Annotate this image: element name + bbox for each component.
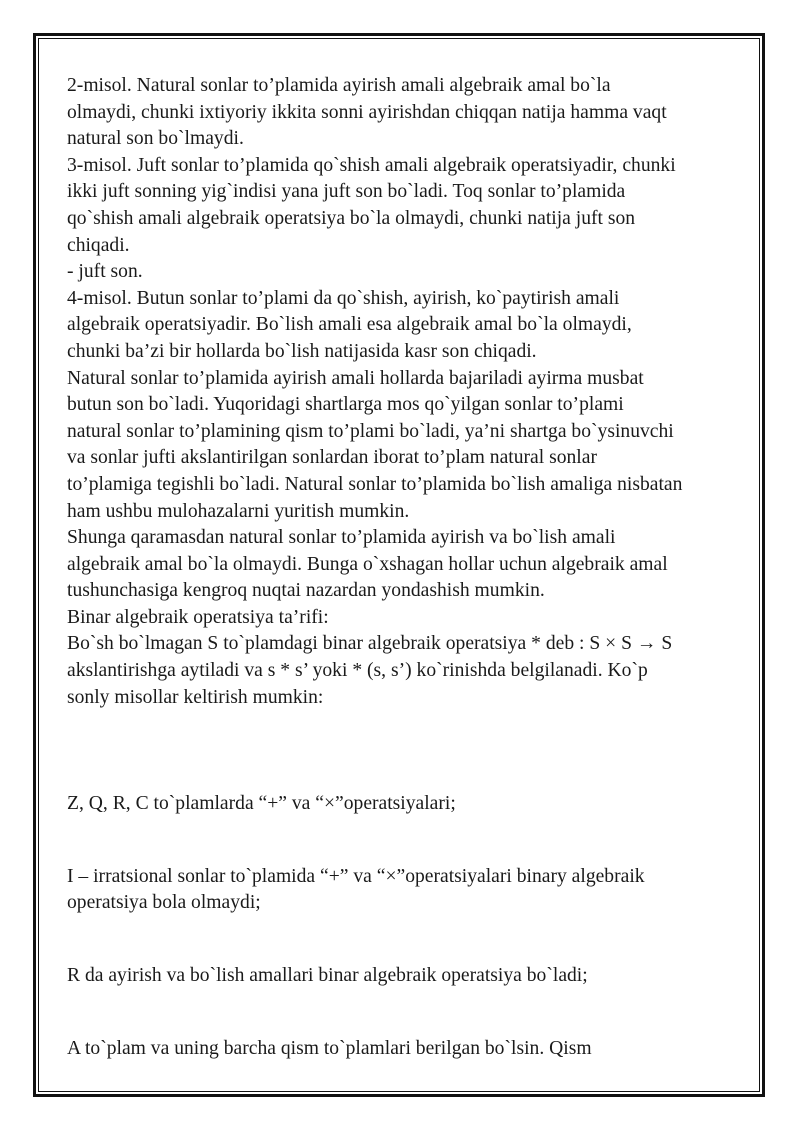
text-line: 2-misol. Natural sonlar to’plamida ayirish amali algebraik amal bo`la bbox=[67, 75, 611, 96]
text-line: sonly misollar keltirish mumkin: bbox=[67, 686, 324, 708]
example-line: Z, Q, R, C to`plamlarda “+” va “×”operatsiyalari; bbox=[67, 793, 456, 815]
text-line: ham ushbu mulohazalarni yuritish mumkin. bbox=[67, 500, 410, 522]
text-line: - juft son. bbox=[67, 261, 143, 283]
text-line: algebraik amal bo`la olmaydi. Bunga o`xshagan hollar uchun algebraik amal bbox=[67, 553, 668, 575]
text-line: qo`shish amali algebraik operatsiya bo`la olmaydi, chunki natija juft son bbox=[67, 207, 636, 229]
text-line: to’plamiga tegishli bo`ladi. Natural sonlar to’plamida bo`lish amaliga nisbatan bbox=[67, 473, 683, 495]
document-body bbox=[67, 73, 747, 1062]
example-line: A to`plam va uning barcha qism to`plamlari berilgan bo`lsin. Qism bbox=[67, 1037, 592, 1059]
text-line: olmaydi, chunki ixtiyoriy ikkita sonni ayirishdan chiqqan natija hamma vaqt bbox=[67, 101, 667, 123]
spacer bbox=[67, 917, 747, 963]
spacer bbox=[67, 818, 747, 864]
text-line: natural son bo`lmaydi. bbox=[67, 128, 244, 150]
spacer bbox=[67, 990, 747, 1036]
example-line: I – irratsional sonlar to`plamida “+” va “×”operatsiyalari binary algebraik bbox=[67, 865, 645, 887]
spacer bbox=[67, 711, 747, 791]
text-line: tushunchasiga kengroq nuqtai nazardan yondashish mumkin. bbox=[67, 580, 545, 602]
text-line: chiqadi. bbox=[67, 234, 130, 256]
text-line: algebraik operatsiyadir. Bo`lish amali esa algebraik amal bo`la olmaydi, bbox=[67, 314, 632, 336]
example-line: operatsiya bola olmaydi; bbox=[67, 892, 261, 914]
text-line: butun son bo`ladi. Yuqoridagi shartlarga mos qo`yilgan sonlar to’plami bbox=[67, 394, 624, 416]
text-line: 4-misol. Butun sonlar to’plami da qo`shish, ayirish, ko`paytirish amali bbox=[67, 287, 620, 309]
example-line: R da ayirish va bo`lish amallari binar algebraik operatsiya bo`ladi; bbox=[67, 965, 588, 987]
text-line: akslantirishga aytiladi va s * s’ yoki * (s, s’) ko`rinishda belgilanadi. Ko`p bbox=[67, 660, 648, 682]
text-line: natural sonlar to’plamining qism to’plami bo`ladi, ya’ni shartga bo`ysinuvchi bbox=[67, 420, 674, 442]
text-line: 3-misol. Juft sonlar to’plamida qo`shish amali algebraik operatsiyadir, chunki bbox=[67, 154, 676, 176]
text-line: ikki juft sonning yig`indisi yana juft son bo`ladi. Toq sonlar to’plamida bbox=[67, 181, 626, 203]
text-line: Bo`sh bo`lmagan S to`plamdagi binar algebraik operatsiya * deb : S × S → S bbox=[67, 633, 673, 655]
text-line: Binar algebraik operatsiya ta’rifi: bbox=[67, 606, 329, 628]
text-line: Shunga qaramasdan natural sonlar to’plamida ayirish va bo`lish amali bbox=[67, 527, 616, 549]
text-line: chunki ba’zi bir hollarda bo`lish natijasida kasr son chiqadi. bbox=[67, 340, 537, 362]
text-line: Natural sonlar to’plamida ayirish amali hollarda bajariladi ayirma musbat bbox=[67, 367, 644, 389]
text-line: va sonlar jufti akslantirilgan sonlardan iborat to’plam natural sonlar bbox=[67, 447, 597, 469]
